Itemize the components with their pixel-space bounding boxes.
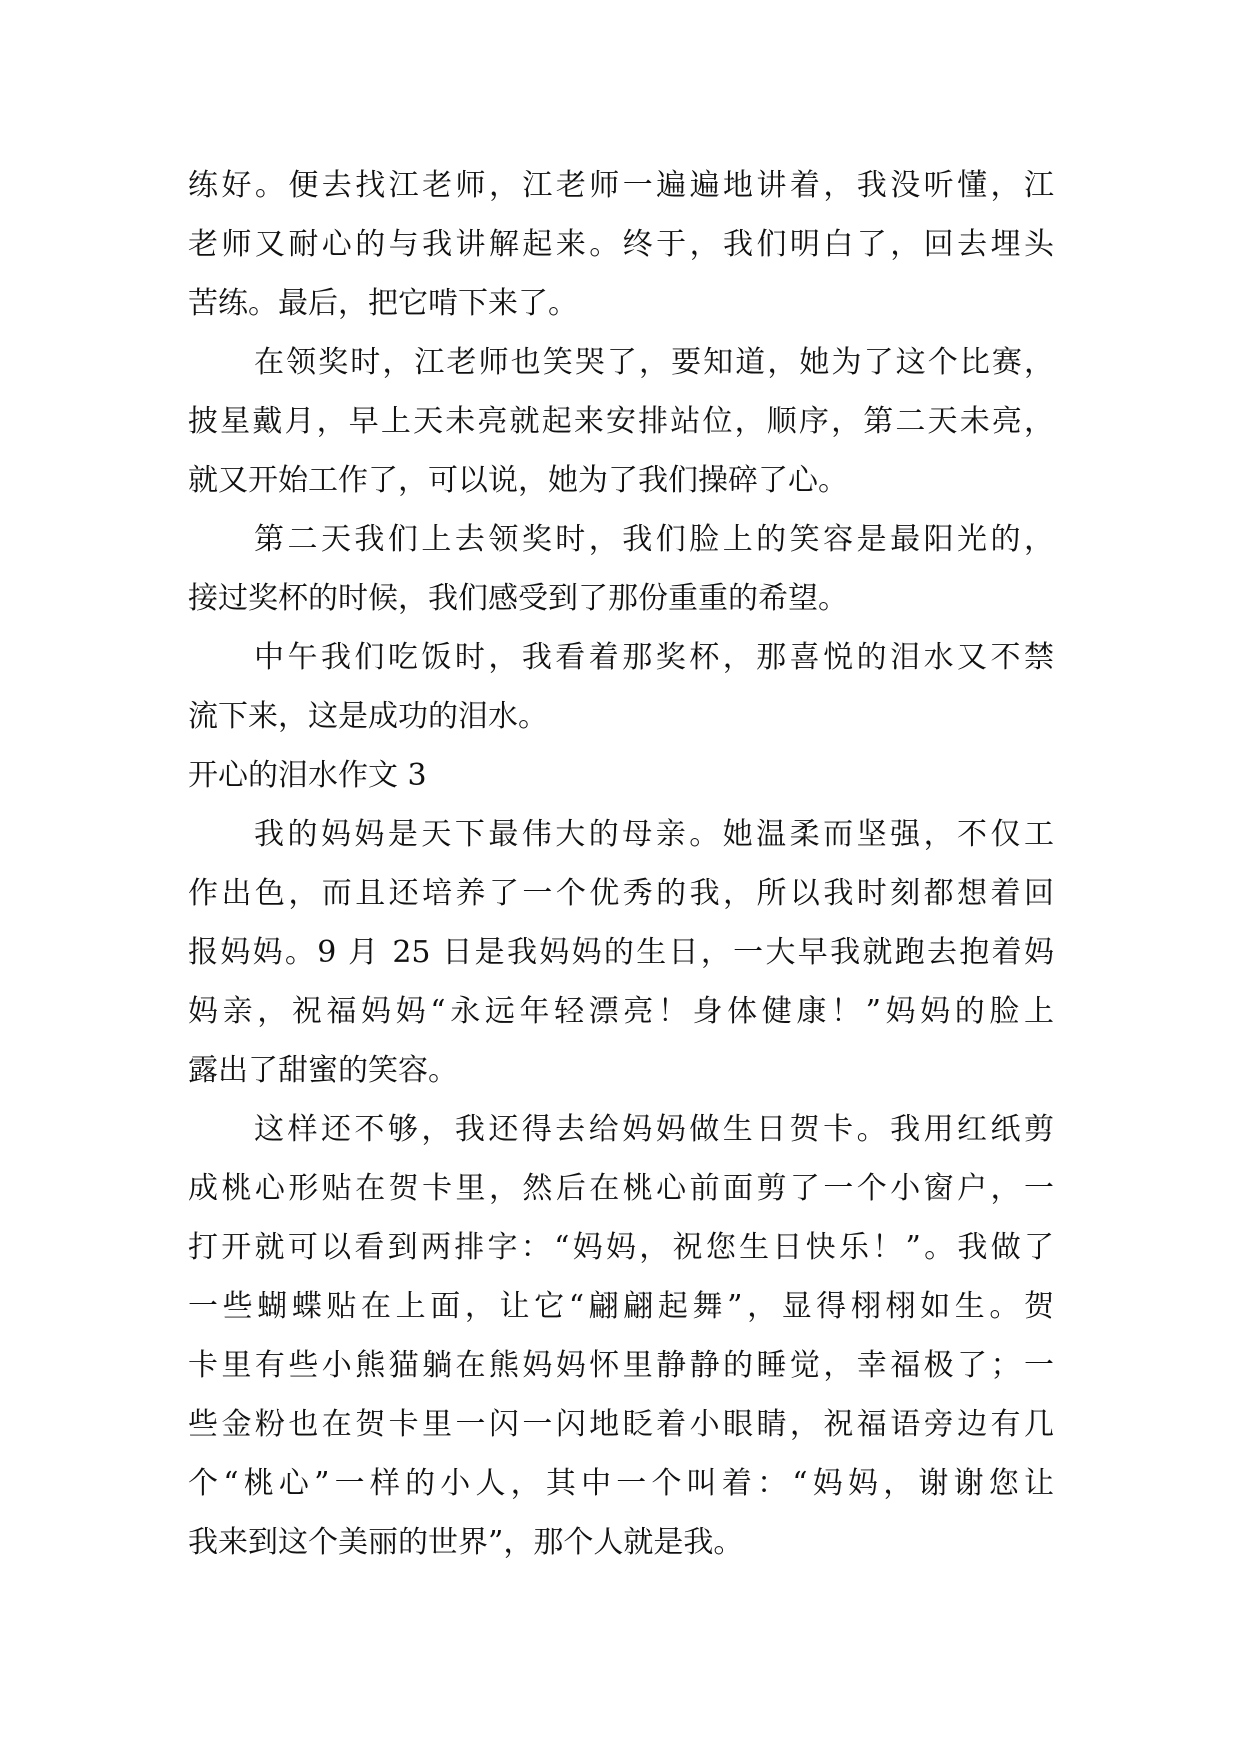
text-line: 露出了甜蜜的笑容。	[188, 1053, 458, 1088]
text-line: 成桃心形贴在贺卡里，然后在桃心前面剪了一个小窗户，一	[188, 1171, 1054, 1206]
text-line: 中午我们吃饭时，我看着那奖杯，那喜悦的泪水又不禁	[254, 640, 1054, 675]
text-line: 我的妈妈是天下最伟大的母亲。她温柔而坚强，不仅工	[254, 817, 1054, 852]
essay-section	[188, 746, 1054, 1572]
text-line: 第二天我们上去领奖时，我们脸上的笑容是最阳光的，	[254, 522, 1054, 557]
paragraph	[188, 156, 1054, 333]
text-line: 报妈妈。9 月 25 日是我妈妈的生日，一大早我就跑去抱着妈	[188, 935, 1054, 970]
paragraph	[188, 805, 1054, 1100]
paragraph	[188, 510, 1054, 628]
text-line: 妈亲，祝福妈妈“永远年轻漂亮！身体健康！”妈妈的脸上	[188, 994, 1054, 1029]
text-line: 在领奖时，江老师也笑哭了，要知道，她为了这个比赛，	[254, 345, 1054, 380]
text-line: 这样还不够，我还得去给妈妈做生日贺卡。我用红纸剪	[254, 1112, 1054, 1147]
text-line: 流下来，这是成功的泪水。	[188, 699, 548, 734]
text-line: 老师又耐心的与我讲解起来。终于，我们明白了，回去埋头	[188, 227, 1054, 262]
text-line: 卡里有些小熊猫躺在熊妈妈怀里静静的睡觉，幸福极了；一	[188, 1348, 1054, 1383]
text-line: 就又开始工作了，可以说，她为了我们操碎了心。	[188, 463, 848, 498]
text-line: 我来到这个美丽的世界”，那个人就是我。	[188, 1525, 744, 1560]
paragraph	[188, 1100, 1054, 1572]
text-line: 练好。便去找江老师，江老师一遍遍地讲着，我没听懂，江	[188, 168, 1054, 203]
text-line: 些金粉也在贺卡里一闪一闪地眨着小眼睛，祝福语旁边有几	[188, 1407, 1054, 1442]
text-line: 作出色，而且还培养了一个优秀的我，所以我时刻都想着回	[188, 876, 1054, 911]
text-line: 打开就可以看到两排字：“妈妈，祝您生日快乐！”。我做了	[188, 1230, 1054, 1265]
text-line: 一些蝴蝶贴在上面，让它“翩翩起舞”，显得栩栩如生。贺	[188, 1289, 1054, 1324]
paragraph	[188, 628, 1054, 746]
essay-title: 开心的泪水作文 3	[188, 758, 427, 793]
text-line: 苦练。最后，把它啃下来了。	[188, 286, 578, 321]
text-line: 个“桃心”一样的小人，其中一个叫着：“妈妈，谢谢您让	[188, 1466, 1054, 1501]
text-line: 披星戴月，早上天未亮就起来安排站位，顺序，第二天未亮，	[188, 404, 1054, 439]
text-line: 接过奖杯的时候，我们感受到了那份重重的希望。	[188, 581, 848, 616]
paragraph	[188, 333, 1054, 510]
document-body	[188, 156, 1054, 1572]
